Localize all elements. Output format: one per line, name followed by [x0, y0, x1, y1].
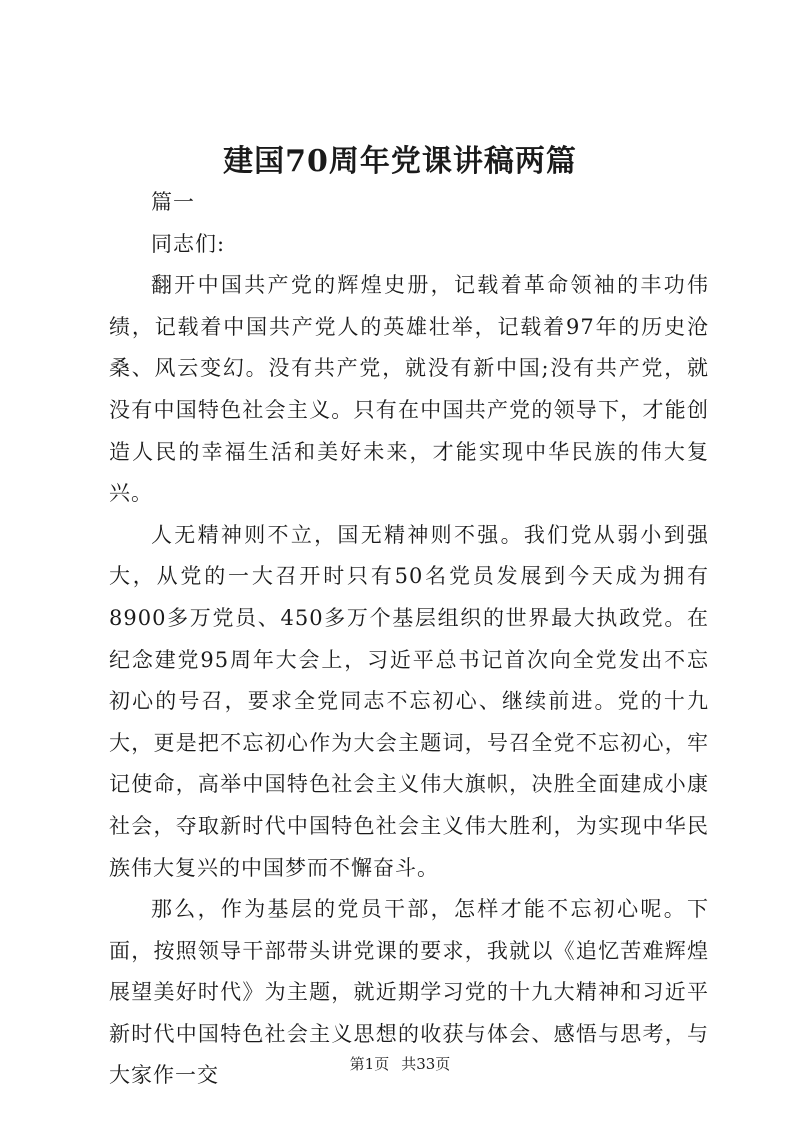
document-title: 建国70周年党课讲稿两篇 [223, 144, 577, 179]
page-total: 共33页 [401, 1055, 451, 1073]
paragraph: 人无精神则不立，国无精神则不强。我们党从弱小到强大，从党的一大召开时只有50名党员发展到今天成为拥有8900多万党员、450多万个基层组织的世界最大执政党。在纪念建党95周年大会上，习近平总书记首次向全党发出不忘初心的号召，要求全党同志不忘初心、继续前进。党的十九大，更是把不忘初心作为大会主题词，号召全党不忘初心，牢记使命，高举中国特色社会主义伟大旗帜，决胜全面建成小康社会，夺取新时代中国特色社会主义伟大胜利，为实现中华民族伟大复兴的中国梦而不懈奋斗。 [109, 522, 709, 880]
paragraph: 翻开中国共产党的辉煌史册，记载着革命领袖的丰功伟绩，记载着中国共产党人的英雄壮举，记载着97年的历史沧桑、风云变幻。没有共产党，就没有新中国;没有共产党，就没有中国特色社会主义。只有在中国共产党的领导下，才能创造人民的幸福生活和美好未来，才能实现中华民族的伟大复兴。 [109, 273, 709, 506]
paragraph: 那么，作为基层的党员干部，怎样才能不忘初心呢。下面，按照领导干部带头讲党课的要求，我就以《追忆苦难辉煌展望美好时代》为主题，就近期学习党的十九大精神和习近平新时代中国特色社会主义思想的收获与体会、感悟与思考，与大家作一交 [109, 897, 709, 1088]
salutation: 同志们: [151, 231, 226, 256]
page-footer [0, 1054, 800, 1074]
page-number: 第1页 [349, 1055, 390, 1073]
section-heading: 篇一 [151, 190, 195, 214]
document-body [109, 182, 709, 1097]
